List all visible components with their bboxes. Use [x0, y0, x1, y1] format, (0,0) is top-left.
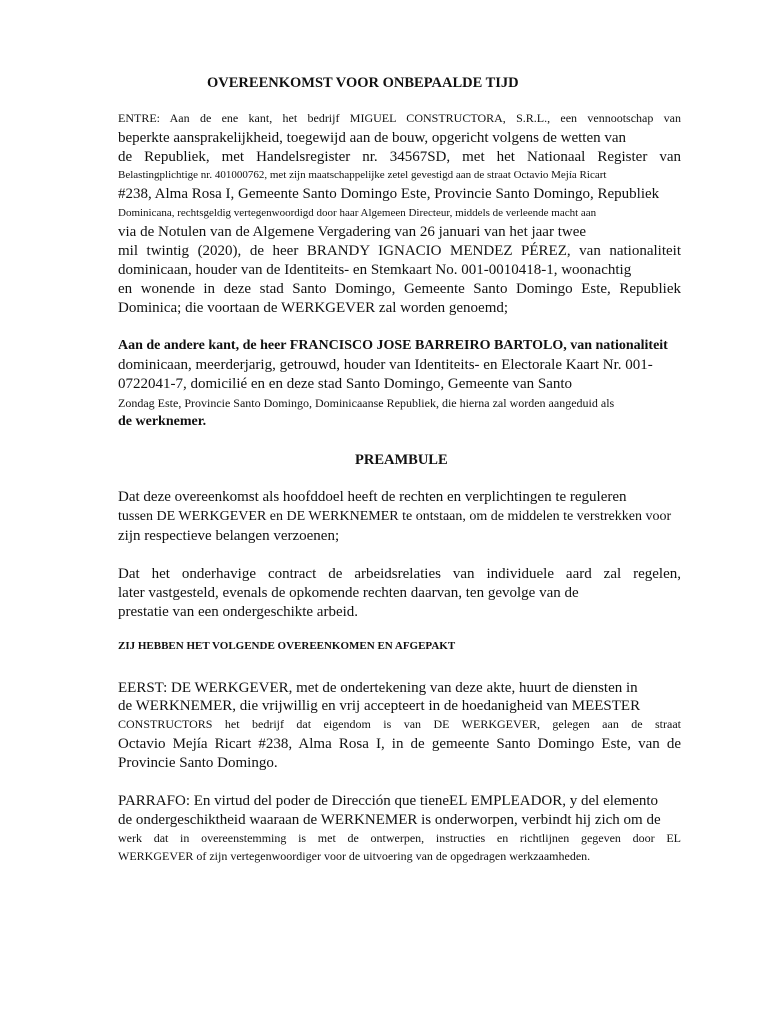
agreed-heading: ZIJ HEBBEN HET VOLGENDE OVEREENKOMEN EN AFGEPAKT — [118, 640, 456, 652]
first-line-3: CONSTRUCTORS het bedrijf dat eigendom is van DE WERKGEVER, gelegen aan de straat — [118, 717, 681, 731]
preamble-1-line-3: zijn respectieve belangen verzoenen; — [118, 528, 340, 544]
parrafo-line-2: de ondergeschiktheid waaraan de WERKNEMER is onderworpen, verbindt hij zich om de — [118, 812, 661, 828]
document-title: OVEREENKOMST VOOR ONBEPAALDE TIJD — [207, 75, 519, 91]
preamble-2-line-3: prestatie van een ondergeschikte arbeid. — [118, 604, 359, 620]
other-party-line-4: Zondag Este, Provincie Santo Domingo, Dominicaanse Republiek, die hierna zal worden aangeduid als — [118, 396, 615, 410]
first-line-4: Octavio Mejía Ricart #238, Alma Rosa I, in de gemeente Santo Domingo Este, van de — [118, 736, 681, 752]
parrafo-line-4: WERKGEVER of zijn vertegenwoordiger voor de uitvoering van de opgedragen werkzaamheden. — [118, 849, 591, 863]
preamble-2-line-1: Dat het onderhavige contract de arbeidsrelaties van individuele aard zal regelen, — [118, 566, 681, 582]
first-line-5: Provincie Santo Domingo. — [118, 755, 278, 771]
entre-line-2: beperkte aansprakelijkheid, toegewijd aan de bouw, opgericht volgens de wetten van — [118, 130, 627, 146]
entre-line-3: de Republiek, met Handelsregister nr. 34567SD, met het Nationaal Register van — [118, 149, 681, 165]
other-party-line-5: de werknemer. — [118, 414, 207, 429]
other-party-line-1: Aan de andere kant, de heer FRANCISCO JOSE BARREIRO BARTOLO, van nationaliteit — [118, 338, 668, 353]
other-party-line-2: dominicaan, meerderjarig, getrouwd, houder van Identiteits- en Electorale Kaart Nr. 001- — [118, 357, 653, 373]
entre-line-11: Dominica; die voortaan de WERKGEVER zal worden genoemd; — [118, 300, 509, 316]
parrafo-line-1: PARRAFO: En virtud del poder de Dirección que tieneEL EMPLEADOR, y del elemento — [118, 793, 659, 809]
entre-line-10: en wonende in deze stad Santo Domingo, Gemeente Santo Domingo Este, Republiek — [118, 281, 681, 297]
preamble-1-line-1: Dat deze overeenkomst als hoofddoel heeft de rechten en verplichtingen te reguleren — [118, 489, 627, 505]
first-line-2: de WERKNEMER, die vrijwillig en vrij accepteert in de hoedanigheid van MEESTER — [118, 698, 641, 714]
other-party-line-3: 0722041-7, domicilié en en deze stad Santo Domingo, Gemeente van Santo — [118, 376, 573, 392]
preamble-heading: PREAMBULE — [355, 452, 448, 468]
entre-line-4: Belastingplichtige nr. 401000762, met zijn maatschappelijke zetel gevestigd aan de straat Octavio Mejía Ricart — [118, 169, 607, 181]
entre-line-8: mil twintig (2020), de heer BRANDY IGNACIO MENDEZ PÉREZ, van nationaliteit — [118, 243, 681, 259]
first-line-1: EERST: DE WERKGEVER, met de ondertekening van deze akte, huurt de diensten in — [118, 680, 638, 696]
entre-line-5: #238, Alma Rosa I, Gemeente Santo Domingo Este, Provincie Santo Domingo, Republiek — [118, 186, 660, 202]
entre-line-6: Dominicana, rechtsgeldig vertegenwoordigd door haar Algemeen Directeur, middels de verleende macht aan — [118, 207, 597, 219]
parrafo-line-3: werk dat in overeenstemming is met de ontwerpen, instructies en richtlijnen gegeven door EL — [118, 831, 681, 845]
entre-line-9: dominicaan, houder van de Identiteits- en Stemkaart No. 001-0010418-1, woonachtig — [118, 262, 632, 278]
preamble-2-line-2: later vastgesteld, evenals de opkomende rechten daarvan, ten gevolge van de — [118, 585, 579, 601]
entre-line-7: via de Notulen van de Algemene Vergadering van 26 januari van het jaar twee — [118, 224, 587, 240]
entre-line-1: ENTRE: Aan de ene kant, het bedrijf MIGUEL CONSTRUCTORA, S.R.L., een vennootschap van — [118, 111, 681, 125]
preamble-1-line-2: tussen DE WERKGEVER en DE WERKNEMER te ontstaan, om de middelen te verstrekken voor — [118, 509, 672, 524]
